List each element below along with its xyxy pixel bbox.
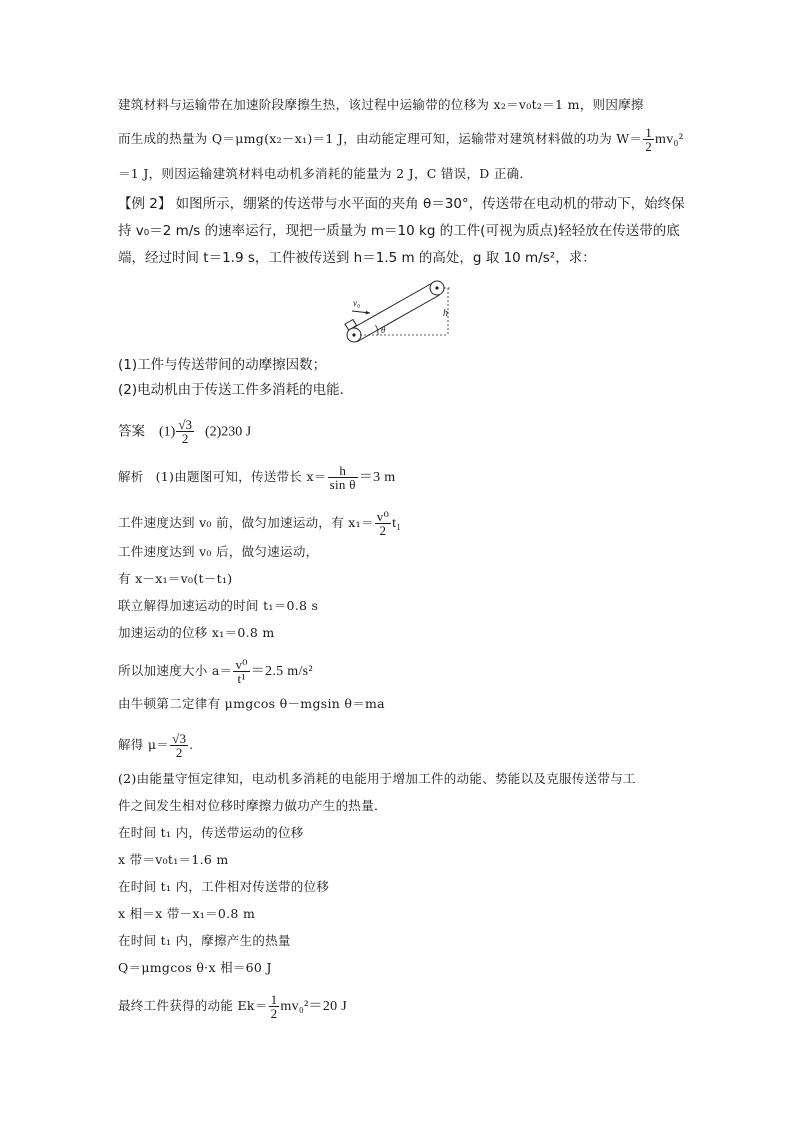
- example-line-1: [118, 195, 685, 213]
- analysis-line-1: [118, 464, 395, 491]
- analysis-line-18: [118, 993, 347, 1020]
- text: 联立解得加速运动的时间 t₁＝0.8 s: [118, 598, 319, 613]
- text: mv₀²＝20 J: [280, 999, 348, 1014]
- fraction-denominator: 2: [175, 745, 183, 760]
- text: (1)工件与传送带间的动摩擦因数；: [118, 357, 327, 373]
- analysis-line-17: [118, 959, 272, 977]
- fraction: [269, 993, 280, 1020]
- analysis-line-7: [118, 658, 313, 685]
- answer-label: 答案: [118, 423, 145, 440]
- conveyor-belt-figure: [340, 272, 465, 347]
- text: ＝3 m: [358, 470, 396, 485]
- text: 有 x－x₁＝v₀(t－t₁): [118, 571, 233, 586]
- intro-line-3: [118, 165, 532, 183]
- example-label: 【例 2】: [118, 196, 172, 212]
- text: 解得 μ＝: [118, 737, 170, 752]
- analysis-line-15: [118, 905, 255, 923]
- analysis-line-14: [118, 878, 329, 896]
- text: x 带＝v₀t₁＝1.6 m: [118, 852, 229, 867]
- theta-label: θ: [381, 325, 386, 335]
- analysis-line-2: [118, 510, 401, 537]
- analysis-line-5: [118, 597, 318, 615]
- text: 在时间 t₁ 内，传送带运动的位移: [118, 825, 304, 840]
- text: 由牛顿第二定律有 μmgcos θ－mgsin θ＝ma: [118, 696, 385, 711]
- intro-line-2: [118, 126, 683, 153]
- text: Q＝μmgcos θ·x 相＝60 J: [118, 960, 272, 975]
- text: 而生成的热量为 Q＝μmg(x₂－x₁)＝1 J，由动能定理可知，运输带对建筑材料做的功为 W＝: [118, 131, 643, 146]
- fraction-denominator: t¹: [237, 671, 246, 686]
- example-line-2: [118, 222, 680, 240]
- text: mv₀²: [655, 132, 684, 147]
- fraction-denominator: 2: [645, 139, 653, 154]
- fraction: [176, 418, 194, 445]
- fraction-numerator: √3: [172, 731, 187, 746]
- analysis-line-8: [118, 695, 385, 713]
- text: 在时间 t₁ 内，摩擦产生的热量: [118, 933, 291, 948]
- text: 建筑材料与运输带在加速阶段摩擦生热，该过程中运输带的位移为 x₂＝v₀t₂＝1 m，则因摩擦: [118, 97, 644, 112]
- example-line-3: [118, 249, 596, 267]
- analysis-line-11: [118, 797, 387, 815]
- fraction-denominator: 2: [270, 1006, 278, 1021]
- text: 如图所示，绷紧的传送带与水平面的夹角 θ＝30°，传送带在电动机的带动下，始终保: [171, 196, 685, 212]
- text: (2)由能量守恒定律知，电动机多消耗的电能用于增加工件的动能、势能以及克服传送带与工: [118, 771, 636, 786]
- analysis-line-10: [118, 770, 636, 788]
- text: 最终工件获得的动能 Ek＝: [118, 998, 268, 1013]
- text: 在时间 t₁ 内，工件相对传送带的位移: [118, 879, 330, 894]
- top-pulley-axle: [435, 286, 438, 289]
- analysis-line-3: [118, 543, 318, 561]
- analysis-line-6: [118, 624, 275, 642]
- fraction: [233, 658, 249, 685]
- fraction-denominator: 2: [181, 431, 189, 446]
- intro-line-1: [118, 96, 644, 114]
- text: 持 v₀＝2 m/s 的速率运行，现把一质量为 m＝10 kg 的工件(可视为质点)轻轻放在传送带的底: [118, 223, 680, 239]
- bottom-pulley-axle: [352, 333, 355, 336]
- text: 工件速度达到 v₀ 后，做匀速运动，: [118, 544, 319, 559]
- fraction-denominator: 2: [379, 523, 387, 538]
- text: (1)由题图可知，传送带长 x＝: [155, 469, 327, 484]
- text: .: [189, 738, 194, 753]
- analysis-line-13: [118, 851, 229, 869]
- fraction-numerator: 1: [645, 125, 653, 140]
- fraction: [170, 732, 188, 759]
- v0-label: v₀: [353, 298, 361, 308]
- text: x 相＝x 带－x₁＝0.8 m: [118, 906, 256, 921]
- text: t₁: [392, 516, 402, 531]
- text: 工件速度达到 v₀ 前，做匀加速运动，有 x₁＝: [118, 515, 374, 530]
- analysis-line-9: [118, 732, 193, 759]
- fraction-numerator: v⁰: [376, 509, 390, 524]
- analysis-line-4: [118, 570, 232, 588]
- fraction-denominator: sin θ: [329, 477, 356, 492]
- text: 端，经过时间 t＝1.9 s，工件被传送到 h＝1.5 m 的高处，g 取 10 m/s²，求：: [118, 250, 596, 266]
- fraction-numerator: √3: [178, 417, 192, 432]
- fraction: [328, 464, 358, 491]
- analysis-label: 解析: [118, 469, 144, 484]
- fraction-numerator: h: [328, 464, 358, 478]
- text: (2)电动机由于传送工件多消耗的电能．: [118, 382, 354, 398]
- text: 加速运动的位移 x₁＝0.8 m: [118, 625, 275, 640]
- text: ＝2.5 m/s²: [250, 664, 313, 679]
- text: 件之间发生相对位移时摩擦力做功产生的热量．: [118, 798, 387, 813]
- fraction: [643, 126, 654, 153]
- fraction-numerator: 1: [270, 992, 278, 1007]
- fraction: [375, 510, 391, 537]
- question-2: [118, 381, 353, 399]
- fraction-numerator: v⁰: [235, 657, 248, 672]
- h-label: h: [443, 308, 448, 319]
- analysis-line-12: [118, 824, 304, 842]
- question-1: [118, 356, 326, 374]
- answer-line: [118, 418, 251, 445]
- analysis-line-16: [118, 932, 291, 950]
- text: (2)230 J: [204, 424, 252, 440]
- text: (1): [159, 424, 176, 440]
- text: 所以加速度大小 a＝: [118, 663, 233, 678]
- text: ＝1 J，则因运输建筑材料电动机多消耗的能量为 2 J，C 错误，D 正确．: [118, 166, 533, 181]
